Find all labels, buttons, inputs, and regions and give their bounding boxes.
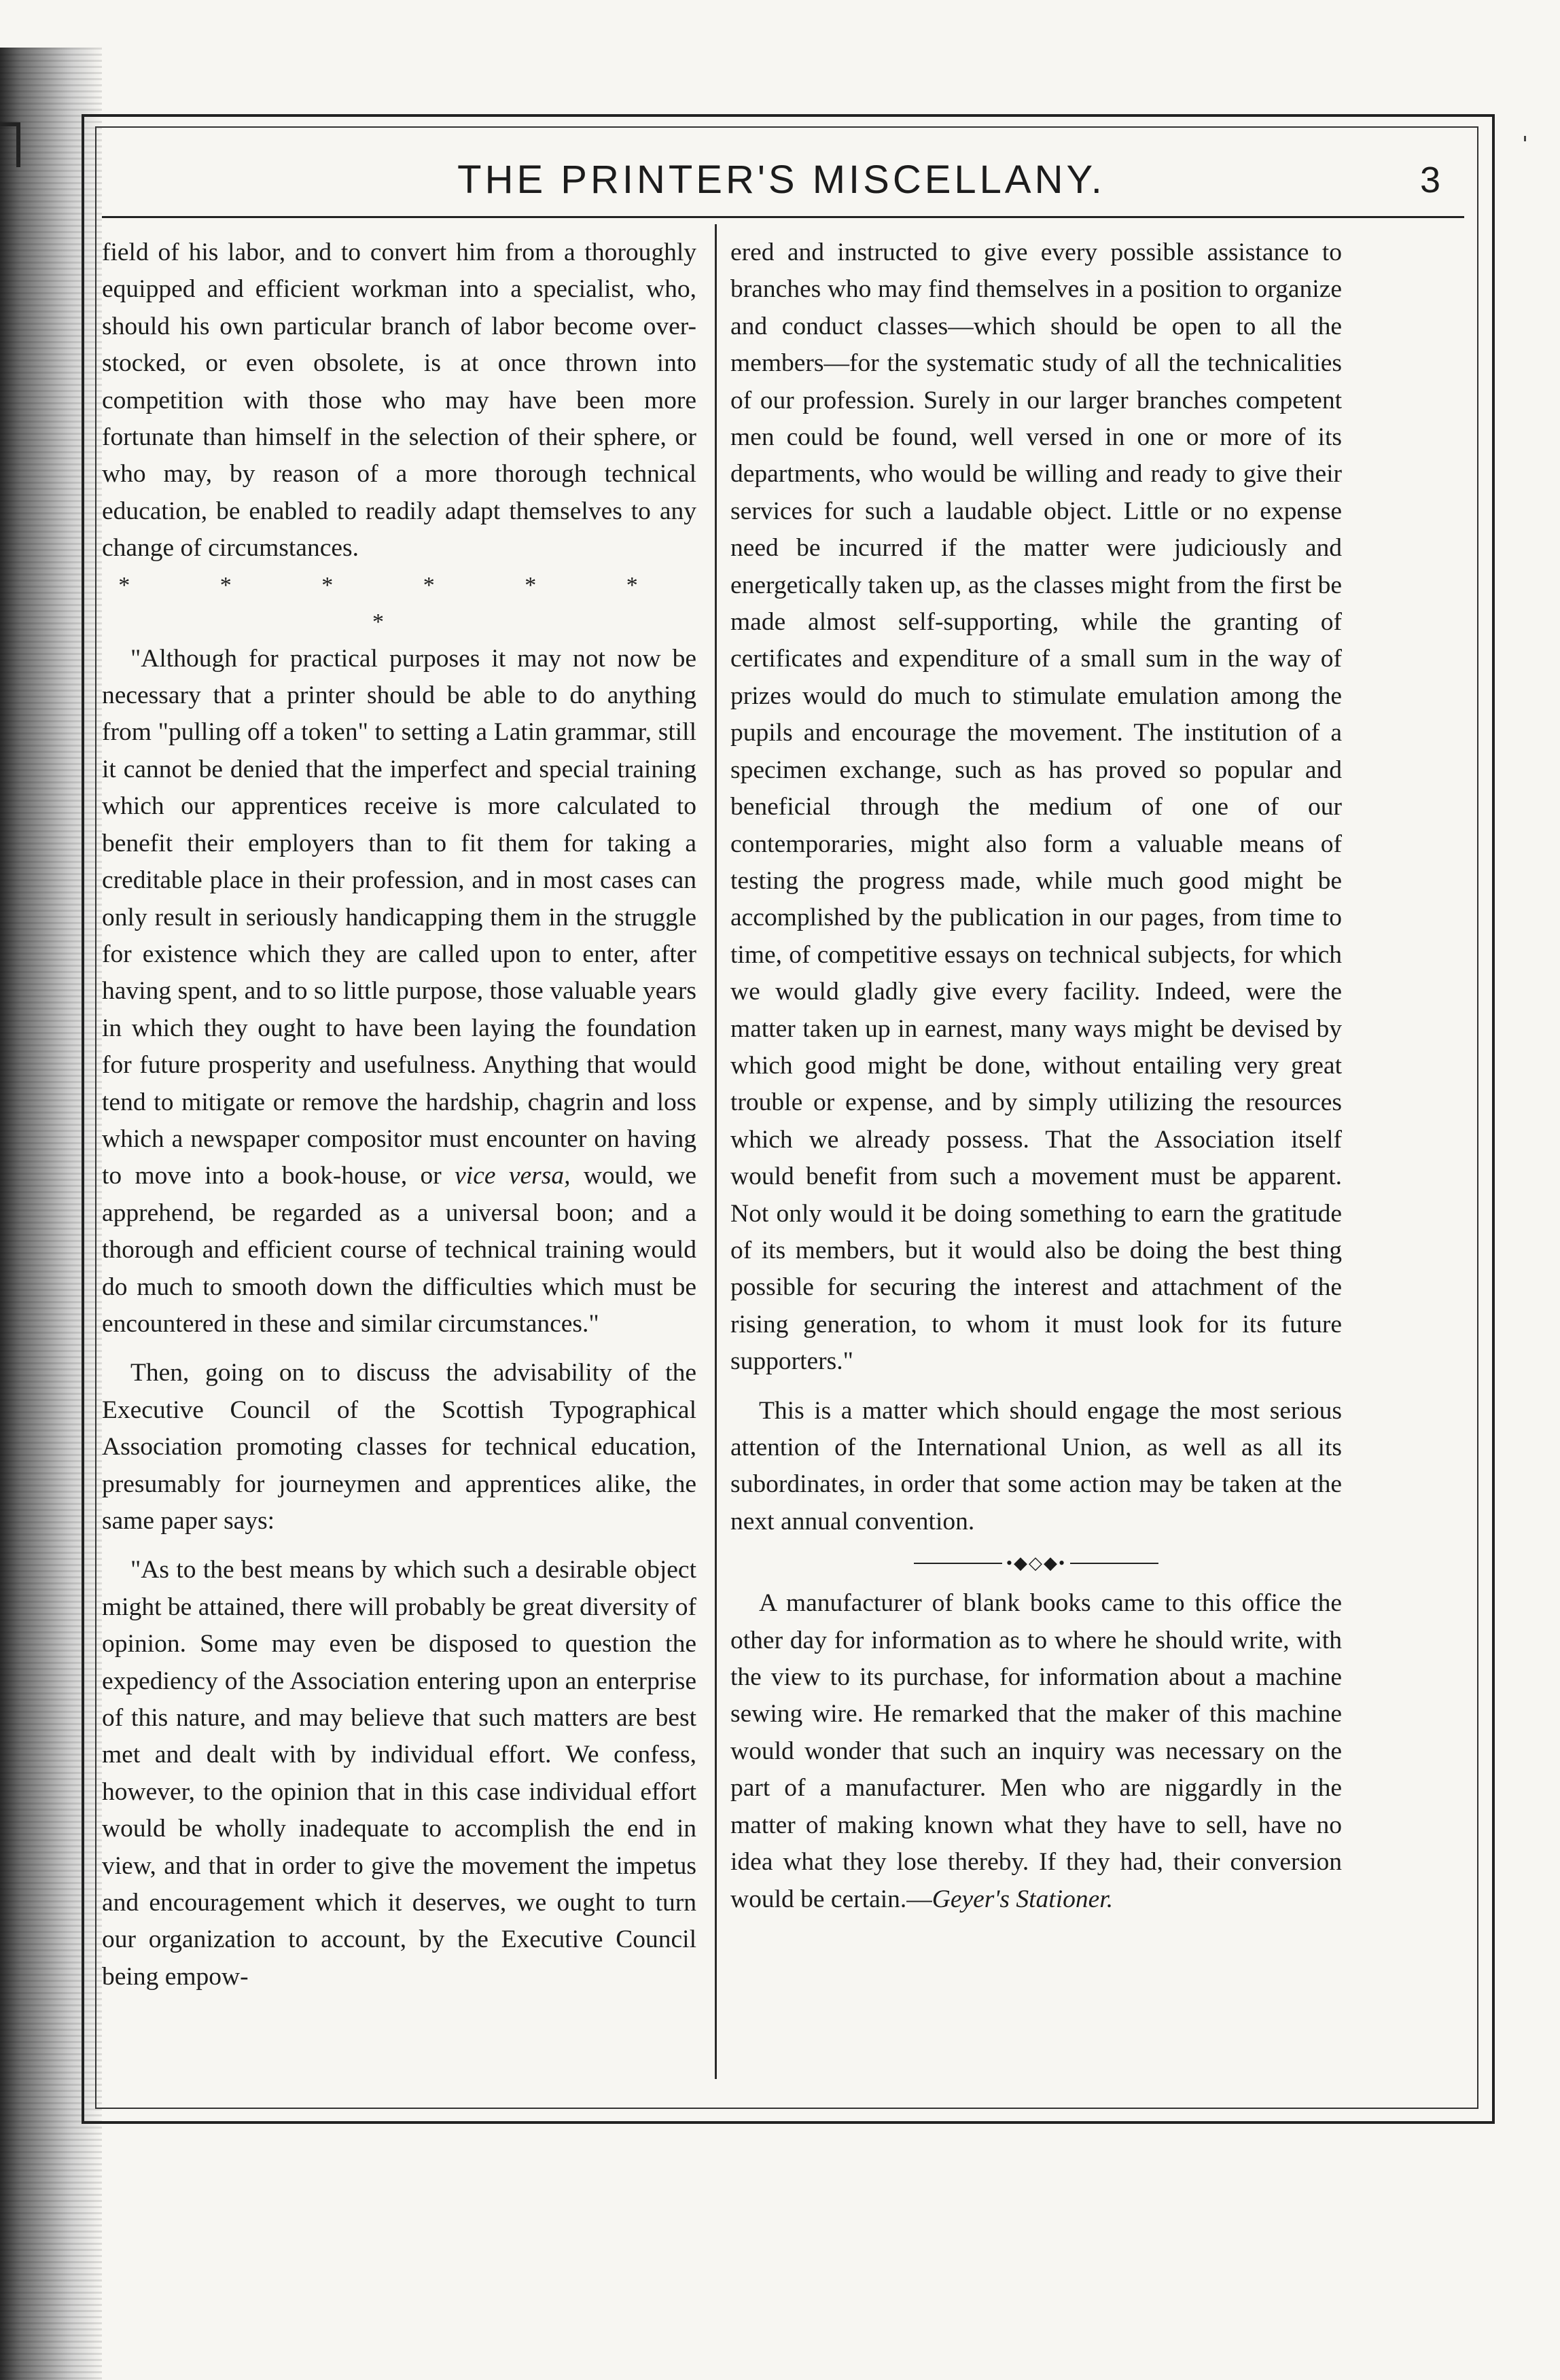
column-divider [715, 224, 717, 2079]
italic-phrase: vice versa, [455, 1162, 571, 1190]
ornament-glyph: •◆◇◆• [1006, 1553, 1067, 1574]
scan-mark [1524, 136, 1526, 141]
page-number: 3 [1419, 160, 1440, 200]
paragraph: field of his labor, and to convert him from a thoroughly equipped and efficient workman into a specialist, who, should his own particular branch of labor become over-stocked, or even obsolete, is at once thrown into competition with those who may have been more fortunate than himself in the selection of their sphere, or who may, by reason of a more thorough technical education, be enabled to readily adapt themselves to any change of circumstances. [102, 238, 696, 563]
ornament-divider [730, 1550, 1342, 1576]
header-rule [102, 216, 1464, 218]
paragraph: ered and instructed to give every possible assistance to branches who may find themselves in a position to organize and conduct classes—which should be open to all the members—for the systematic study of all the technicalities of our profession. Surely in our larger branches competent men could be found, well versed in one or more of its departments, who would be willing and ready to give their services for such a laudable object. Little or no expense need be incurred if the matter were judiciously and energetically taken up, as the classes might from the first be made almost self-supporting, while the granting of certificates and expenditure of a small sum in the way of prizes would do much to stimulate emulation among the pupils and encourage the movement. The institution of a specimen exchange, such as has proved so popular and beneficial through the medium of one of our contemporaries, might also form a valuable means of testing the progress made, while much good might be accomplished by the publication in our pages, from time to time, of competitive essays on technical subjects, for which we would gladly give every facility. Indeed, were the matter taken up in earnest, many ways might be devised by which good might be done, without entailing very great trouble or expense, and by simply utilizing the resources which we already possess. That the Association itself would benefit from such a movement must be apparent. Not only would it be doing something to earn the gratitude of its members, but it would also be doing the best thing possible for securing the interest and attachment of the rising generation, to whom it must look for its future supporters." [730, 238, 1342, 1376]
paragraph-text: "Although for practical purposes it may not now be necessary that a printer should be able to do anything from "pulling off a token" to setting a Latin grammar, still it cannot be denied that the imperfect and special training which our apprentices receive is more calculated to benefit their employers than to fit them for taking a creditable place in their profession, and in most cases can only result in seriously handicapping them in the struggle for existence which they are called upon to enter, after having spent, and to so little purpose, those valuable years in which they ought to have been laying the foundation for future prosperity and usefulness. Anything that would tend to mitigate or remove the hardship, chagrin and loss which a newspaper compositor must encounter on having to move into a book-house, or [102, 644, 696, 1190]
binding-bracket [0, 122, 20, 167]
source-attribution: Geyer's Stationer. [932, 1885, 1114, 1913]
paragraph [102, 641, 696, 1343]
paragraph [730, 1585, 1342, 1918]
section-break-stars: * * * * * * * [118, 572, 680, 635]
running-title: THE PRINTER'S MISCELLANY. [457, 158, 1105, 202]
paragraph-text: would, we apprehend, be regarded as a universal boon; and a thorough and efficient course of technical training would do much to smooth down the difficulties which must be encountered in these and similar circumstances." [102, 1162, 697, 1338]
left-column [102, 234, 696, 1995]
right-column [730, 234, 1342, 1918]
running-header [102, 149, 1461, 211]
paragraph: Then, going on to discuss the advisability of the Executive Council of the Scottish Typographical Association promoting classes for technical education, presumably for journeymen and apprentices alike, the same paper says: [102, 1359, 696, 1535]
paragraph: This is a matter which should engage the most serious attention of the International Union, as well as all its subordinates, in order that some action may be taken at the next annual convention. [730, 1396, 1342, 1535]
paragraph-text: A manufacturer of blank books came to this office the other day for information as to where he should write, with the view to its purchase, for information about a machine sewing wire. He remarked that the maker of this machine would wonder that such an inquiry was necessary on the part of a manufacturer. Men who are niggardly in the matter of making known what they have to sell, have no idea what they lose thereby. If they had, their conversion would be certain.— [730, 1589, 1342, 1913]
paragraph: "As to the best means by which such a desirable object might be attained, there will probably be great diversity of opinion. Some may even be disposed to question the expediency of the Association entering upon an enterprise of this nature, and may believe that such matters are best met and dealt with by individual effort. We confess, however, to the opinion that in this case individual effort would be wholly inadequate to accomplish the end in view, and that in order to give the movement the impetus and encouragement which it deserves, we ought to turn our organization to account, by the Executive Council being empow- [102, 1556, 696, 1991]
